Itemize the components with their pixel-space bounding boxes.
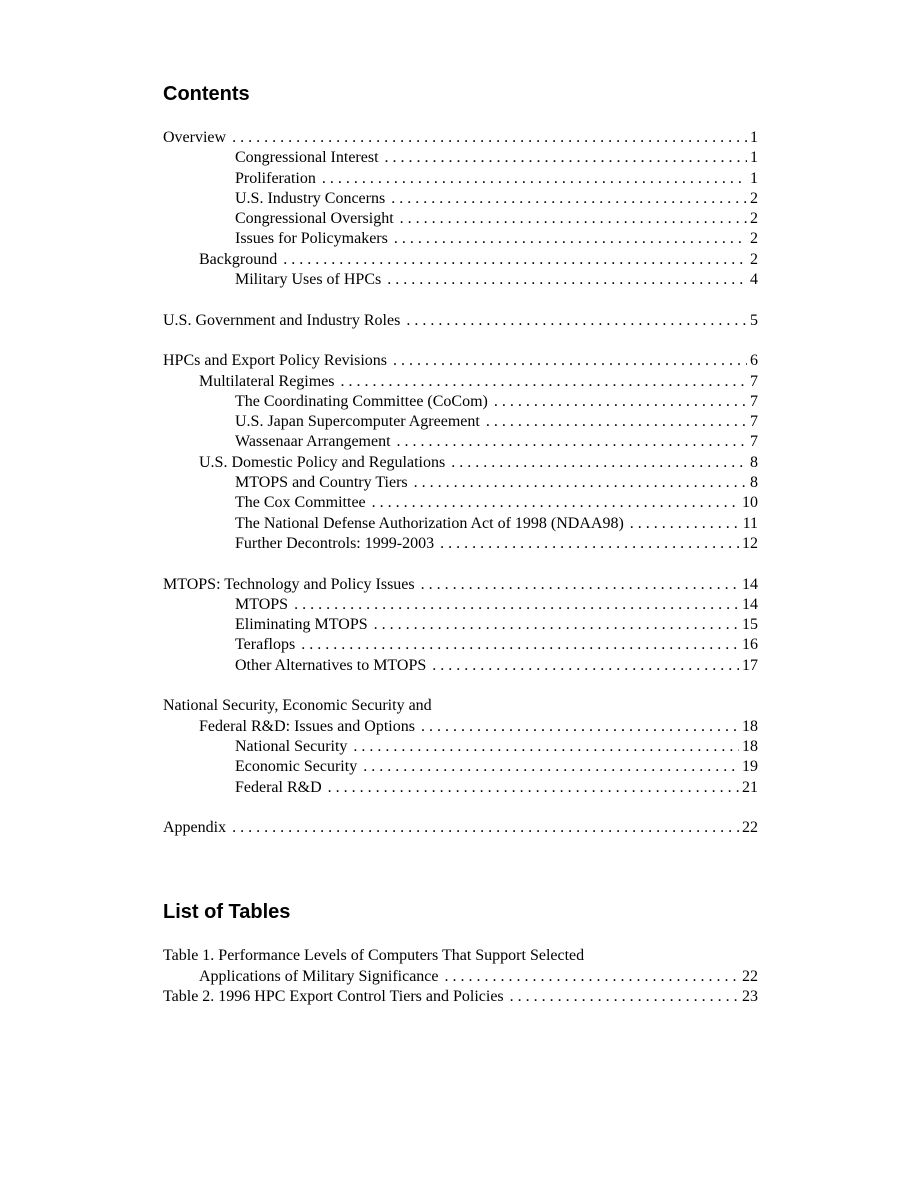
- dot-leader: [494, 392, 747, 412]
- toc-entry[interactable]: [163, 717, 758, 737]
- toc-entry-page: 18: [742, 737, 758, 755]
- toc-entry[interactable]: [163, 250, 758, 270]
- contents-heading: Contents: [163, 83, 250, 105]
- dot-leader: [353, 737, 739, 757]
- toc-entry[interactable]: [163, 575, 758, 595]
- toc-entry-page: 2: [750, 250, 758, 268]
- dot-leader: [445, 967, 740, 987]
- toc-entry-page: 5: [750, 311, 758, 329]
- toc-entry-page: 7: [750, 392, 758, 410]
- toc-entry-page: 7: [750, 372, 758, 390]
- dot-leader: [328, 778, 739, 798]
- list-of-tables-heading: List of Tables: [163, 901, 291, 924]
- dot-leader: [301, 635, 739, 655]
- toc-entry-page: 21: [742, 778, 758, 796]
- contents-list: [163, 128, 758, 838]
- toc-entry-page: 11: [742, 514, 758, 532]
- toc-entry-title: Federal R&D: Issues and Options: [199, 717, 415, 735]
- toc-entry-title: Applications of Military Significance: [199, 967, 439, 985]
- page: [163, 82, 758, 1007]
- toc-entry[interactable]: [163, 351, 758, 371]
- toc-entry[interactable]: [163, 967, 758, 987]
- toc-entry-title: Congressional Interest: [235, 149, 379, 167]
- toc-entry[interactable]: [163, 229, 758, 249]
- toc-entry-page: 7: [750, 433, 758, 451]
- toc-entry[interactable]: [163, 534, 758, 554]
- toc-entry-page: 22: [742, 967, 758, 985]
- toc-entry[interactable]: [163, 635, 758, 655]
- toc-entry[interactable]: [163, 432, 758, 452]
- toc-entry[interactable]: [163, 778, 758, 798]
- toc-entry-page: 8: [750, 453, 758, 471]
- toc-entry[interactable]: [163, 148, 758, 168]
- toc-entry-title: The Coordinating Committee (CoCom): [235, 392, 488, 410]
- toc-entry-page: 6: [750, 352, 758, 370]
- toc-entry[interactable]: [163, 818, 758, 838]
- dot-leader: [510, 987, 739, 1007]
- toc-entry-title: Congressional Oversight: [235, 210, 394, 228]
- toc-entry[interactable]: [163, 209, 758, 229]
- toc-entry-title: Issues for Policymakers: [235, 230, 388, 248]
- dot-leader: [294, 595, 739, 615]
- dot-leader: [232, 818, 739, 838]
- toc-entry-page: 8: [750, 474, 758, 492]
- toc-entry-title: National Security: [235, 737, 348, 755]
- toc-entry-title: Federal R&D: [235, 778, 322, 796]
- dot-leader: [394, 229, 747, 249]
- toc-entry-title: Overview: [163, 129, 227, 146]
- toc-entry-title: Other Alternatives to MTOPS: [235, 656, 427, 674]
- dot-leader: [363, 757, 739, 777]
- toc-entry[interactable]: [163, 189, 758, 209]
- dot-leader: [630, 514, 740, 534]
- toc-entry[interactable]: [163, 128, 758, 148]
- toc-entry[interactable]: [163, 656, 758, 676]
- toc-entry-page: 4: [750, 271, 758, 289]
- dot-leader: [440, 534, 739, 554]
- toc-entry-page: 2: [750, 210, 758, 228]
- dot-leader: [232, 128, 747, 148]
- toc-entry-title: Appendix: [163, 819, 227, 837]
- toc-entry-page: 12: [742, 534, 758, 552]
- toc-entry-page: 1: [750, 169, 758, 187]
- toc-entry-page: 7: [750, 413, 758, 431]
- toc-entry[interactable]: [163, 473, 758, 493]
- toc-entry[interactable]: [163, 270, 758, 290]
- toc-entry[interactable]: [163, 595, 758, 615]
- toc-entry-title: National Security, Economic Security and: [163, 697, 432, 715]
- toc-entry[interactable]: [163, 757, 758, 777]
- toc-entry-page: 19: [742, 758, 758, 776]
- toc-entry-title: Background: [199, 250, 278, 268]
- toc-entry-title: HPCs and Export Policy Revisions: [163, 352, 388, 370]
- toc-entry-title: Proliferation: [235, 169, 316, 187]
- toc-entry[interactable]: [163, 412, 758, 432]
- toc-entry-page: 10: [742, 494, 758, 512]
- dot-leader: [387, 270, 747, 290]
- dot-leader: [391, 189, 747, 209]
- toc-entry-page: 2: [750, 230, 758, 248]
- toc-entry-title: Table 1. Performance Levels of Computers That Support Selected: [163, 947, 585, 965]
- toc-entry-page: 14: [742, 575, 758, 593]
- toc-entry-title: Multilateral Regimes: [199, 372, 335, 390]
- toc-entry-page: 2: [750, 189, 758, 207]
- dot-leader: [397, 432, 747, 452]
- dot-leader: [486, 412, 747, 432]
- toc-entry-page: 1: [750, 149, 758, 167]
- toc-entry-title: Teraflops: [235, 636, 296, 654]
- toc-entry-title: Table 2. 1996 HPC Export Control Tiers and Policies: [163, 987, 504, 1005]
- toc-entry-title: Eliminating MTOPS: [235, 616, 368, 634]
- dot-leader: [374, 615, 739, 635]
- toc-entry[interactable]: [163, 514, 758, 534]
- toc-entry-page: 22: [742, 819, 758, 837]
- toc-entry[interactable]: [163, 987, 758, 1007]
- tables-list: [163, 946, 758, 1007]
- toc-entry-title: The National Defense Authorization Act of 1998 (NDAA98): [235, 514, 624, 532]
- toc-entry-title: MTOPS: [235, 595, 289, 613]
- toc-entry-title: MTOPS and Country Tiers: [235, 474, 408, 492]
- dot-leader: [451, 453, 747, 473]
- dot-leader: [341, 372, 747, 392]
- toc-entry-title: MTOPS: Technology and Policy Issues: [163, 575, 415, 593]
- dot-leader: [400, 209, 747, 229]
- toc-entry-title: U.S. Industry Concerns: [235, 189, 386, 207]
- dot-leader: [432, 656, 739, 676]
- toc-entry-title: Wassenaar Arrangement: [235, 433, 391, 451]
- toc-entry-title: Further Decontrols: 1999-2003: [235, 534, 435, 552]
- dot-leader: [406, 311, 747, 331]
- dot-leader: [393, 351, 747, 371]
- toc-entry-title: The Cox Committee: [235, 494, 366, 512]
- dot-leader: [385, 148, 747, 168]
- dot-leader: [421, 717, 739, 737]
- toc-entry-page: 14: [742, 595, 758, 613]
- toc-entry[interactable]: [163, 453, 758, 473]
- toc-entry[interactable]: [163, 696, 758, 716]
- dot-leader: [283, 250, 747, 270]
- toc-entry-page: 18: [742, 717, 758, 735]
- toc-entry-page: 15: [742, 616, 758, 634]
- toc-entry-title: U.S. Domestic Policy and Regulations: [199, 453, 446, 471]
- toc-entry[interactable]: [163, 737, 758, 757]
- toc-entry[interactable]: [163, 311, 758, 331]
- toc-entry-page: 16: [742, 636, 758, 654]
- dot-leader: [414, 473, 747, 493]
- toc-entry[interactable]: [163, 169, 758, 189]
- dot-leader: [372, 493, 739, 513]
- toc-entry-page: 23: [742, 987, 758, 1005]
- dot-leader: [421, 575, 739, 595]
- toc-entry[interactable]: [163, 615, 758, 635]
- toc-entry[interactable]: [163, 493, 758, 513]
- toc-entry-title: U.S. Japan Supercomputer Agreement: [235, 413, 480, 431]
- dot-leader: [322, 169, 747, 189]
- toc-entry[interactable]: [163, 392, 758, 412]
- toc-entry[interactable]: [163, 946, 758, 966]
- toc-entry-title: Economic Security: [235, 758, 358, 776]
- toc-entry-title: U.S. Government and Industry Roles: [163, 311, 401, 329]
- toc-entry-page: 17: [742, 656, 758, 674]
- toc-entry-title: Military Uses of HPCs: [235, 271, 382, 289]
- toc-entry[interactable]: [163, 372, 758, 392]
- toc-entry-page: 1: [750, 129, 758, 146]
